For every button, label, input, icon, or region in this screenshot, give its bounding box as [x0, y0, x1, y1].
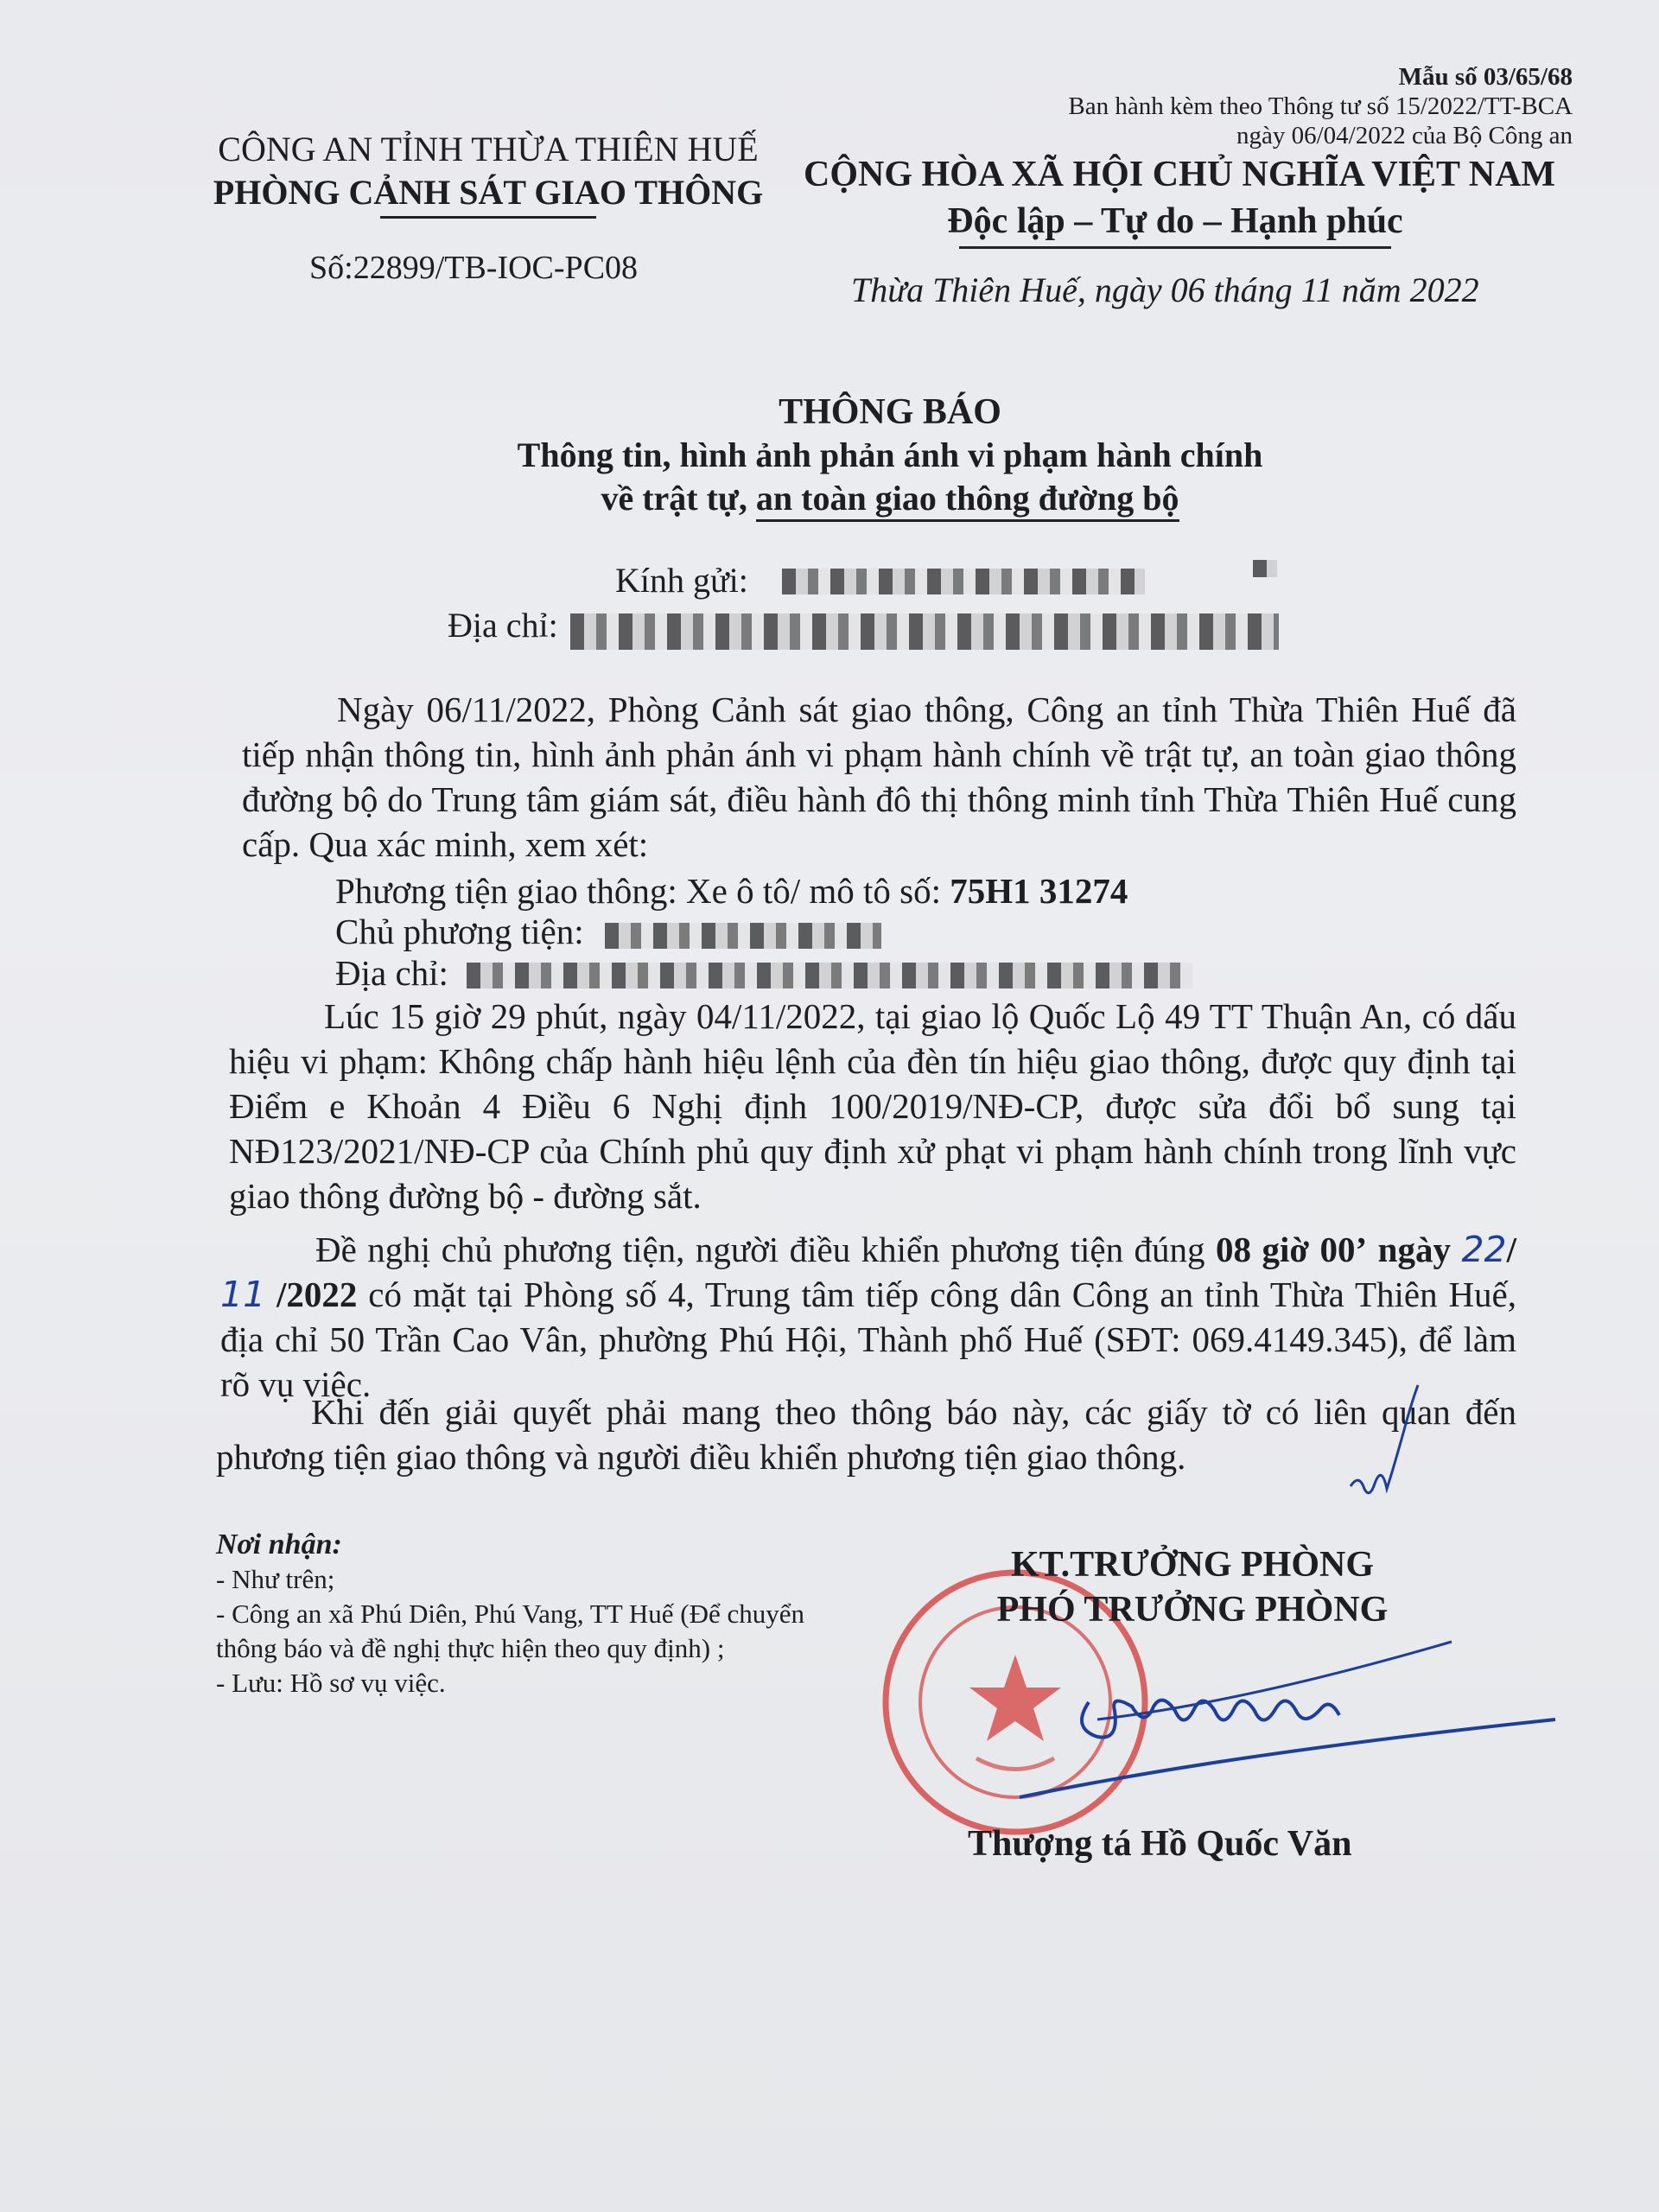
- redacted-mark: [1253, 560, 1277, 577]
- appointment-month: 11: [220, 1274, 266, 1315]
- issued-date: ngày 06/04/2022 của Bộ Công an: [1236, 122, 1573, 149]
- redacted-owner-address: [467, 963, 1192, 988]
- signer-name: Thượng tá Hồ Quốc Văn: [968, 1824, 1352, 1864]
- document-number: Số:22899/TB-IOC-PC08: [309, 250, 639, 286]
- body-paragraph-2: Lúc 15 giờ 29 phút, ngày 04/11/2022, tại giao lộ Quốc Lộ 49 TT Thuận An, có dấu hiệu vi phạm: Không chấp hành hiệu lệnh của đèn tín hiệu giao thông, được quy định tại Điểm e Khoản 4 Điều 6 Nghị định 100/2019/NĐ-CP, được sửa đổi bổ sung tại NĐ123/2021/NĐ-CP của Chính phủ quy định xử phạt vi phạm hành chính trong lĩnh vực giao thông đường bộ - đường sắt.: [229, 996, 1516, 1216]
- form-number: Mẫu số 03/65/68: [1398, 63, 1573, 91]
- nation-name: CỘNG HÒA XÃ HỘI CHỦ NGHĨA VIỆT NAM: [804, 155, 1556, 194]
- title-main: THÔNG BÁO: [779, 392, 1001, 432]
- redacted-recipient-address: [570, 613, 1279, 650]
- recipients-title: Nơi nhận:: [216, 1529, 342, 1560]
- signature-title-2: PHÓ TRƯỞNG PHÒNG: [996, 1590, 1389, 1630]
- body-paragraph-3: [220, 1227, 1516, 1407]
- title-line2-a: về trật tự,: [601, 479, 747, 518]
- vehicle-label: Phương tiện giao thông: Xe ô tô/ mô tô số:: [335, 871, 942, 911]
- p3-text-a: Đề nghị chủ phương tiện, người điều khiển phương tiện đúng: [315, 1230, 1205, 1269]
- national-title: [804, 151, 1556, 249]
- appointment-day: 22: [1461, 1229, 1507, 1270]
- dept-underline: [380, 216, 596, 219]
- owner-address-label: Địa chỉ:: [335, 953, 448, 993]
- recipients-list: [216, 1528, 838, 1700]
- motto-underline: [959, 246, 1391, 249]
- recipients-item: - Công an xã Phú Diên, Phú Vang, TT Huế (Để chuyển thông báo và đề nghị thực hiện theo quy định) ;: [216, 1599, 805, 1663]
- dept-name: PHÒNG CẢNH SÁT GIAO THÔNG: [213, 173, 764, 212]
- date-place: Thừa Thiên Huế, ngày 06 tháng 11 năm 2022: [851, 270, 1479, 309]
- recipients-item: - Lưu: Hồ sơ vụ việc.: [216, 1668, 446, 1698]
- form-meta: [968, 62, 1573, 150]
- title-line2-b: an toàn giao thông đường bộ: [756, 479, 1179, 522]
- title-line2: [363, 477, 1417, 520]
- p3-text-b: có mặt tại Phòng số 4, Trung tâm tiếp công dân Công an tỉnh Thừa Thiên Huế, địa chỉ 50 Trần Cao Vân, phường Phú Hội, Thành phố Huế (SĐT: 069.4149.345), để làm rõ vụ việc.: [220, 1274, 1516, 1404]
- redacted-recipient-name: [782, 569, 1145, 594]
- appointment-day-label: ngày: [1377, 1230, 1451, 1269]
- issued-with: Ban hành kèm theo Thông tư số 15/2022/TT-BCA: [1068, 92, 1573, 120]
- recipients-item: - Như trên;: [216, 1564, 335, 1594]
- document-title: [363, 391, 1417, 520]
- signature-block: [933, 1542, 1452, 1632]
- license-plate: 75H1 31274: [950, 871, 1128, 911]
- body-paragraph-1: Ngày 06/11/2022, Phòng Cảnh sát giao thông, Công an tỉnh Thừa Thiên Huế đã tiếp nhận thông tin, hình ảnh phản ánh vi phạm hành chính về trật tự, an toàn giao thông đường bộ do Trung tâm giám sát, điều hành đô thị thông minh tỉnh Thừa Thiên Huế cung cấp. Qua xác minh, xem xét:: [242, 690, 1516, 864]
- body-paragraph-4: Khi đến giải quyết phải mang theo thông báo này, các giấy tờ có liên quan đến phương tiện giao thông và người điều khiển phương tiện giao thông.: [216, 1392, 1516, 1477]
- handwritten-tick: [1344, 1378, 1421, 1503]
- signature-title-1: KT.TRƯỞNG PHÒNG: [1011, 1545, 1374, 1585]
- date-separator: /: [1506, 1230, 1517, 1269]
- to-label: Kính gửi:: [615, 561, 748, 600]
- appointment-time: 08 giờ 00’: [1216, 1230, 1368, 1269]
- handwritten-signature: [968, 1624, 1573, 1823]
- issuing-authority: [199, 128, 778, 219]
- owner-label: Chủ phương tiện:: [335, 912, 584, 951]
- org-name: CÔNG AN TỈNH THỪA THIÊN HUẾ: [218, 130, 759, 168]
- address-label: Địa chỉ:: [448, 606, 558, 645]
- motto: Độc lập – Tự do – Hạnh phúc: [947, 201, 1403, 241]
- redacted-owner-name: [605, 923, 881, 949]
- appointment-year: /2022: [276, 1274, 358, 1314]
- title-line1: Thông tin, hình ảnh phản ánh vi phạm hành chính: [517, 435, 1263, 474]
- vehicle-line: [335, 868, 1128, 913]
